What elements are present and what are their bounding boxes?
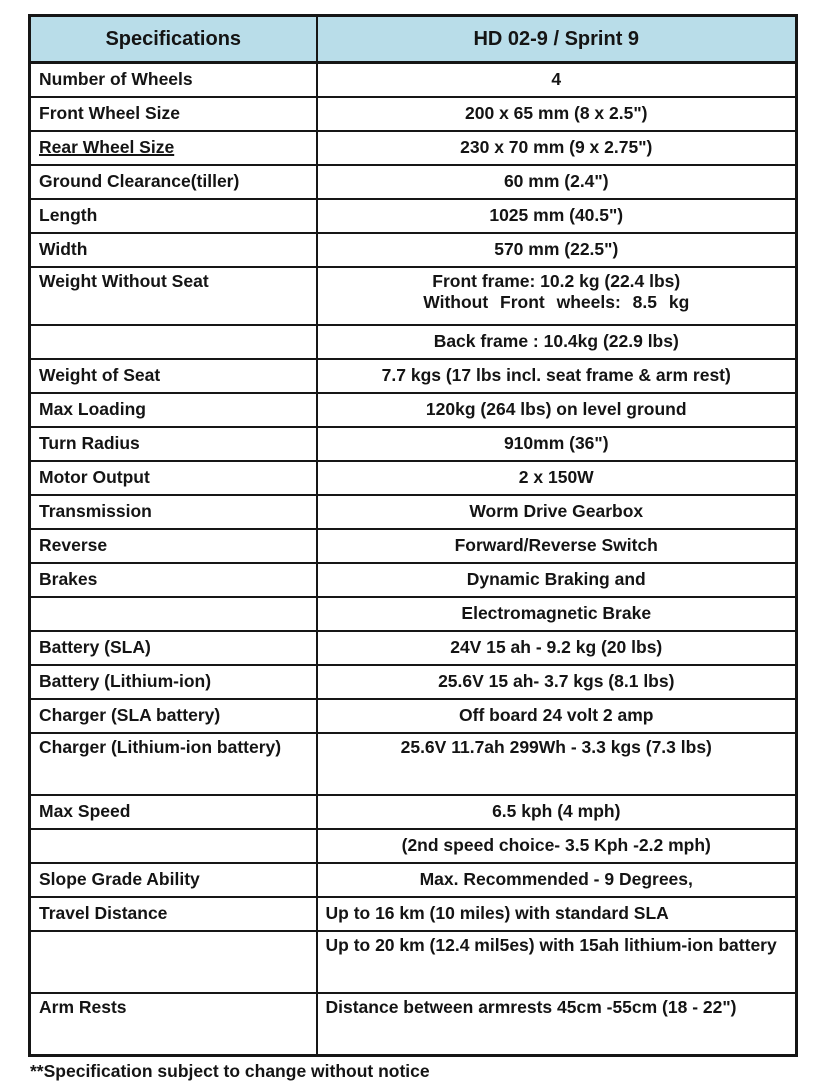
spec-value-line: 7.7 kgs (17 lbs incl. seat frame & arm rest) (381, 365, 731, 386)
spec-row (30, 63, 797, 98)
spec-value (317, 931, 797, 993)
spec-label (30, 267, 317, 325)
spec-label-text: Charger (SLA battery) (39, 705, 221, 726)
spec-value-line: Electromagnetic Brake (461, 603, 652, 624)
spec-row (30, 165, 797, 199)
spec-row (30, 829, 797, 863)
spec-label-text: Front Wheel Size (39, 103, 180, 124)
spec-label-text: Max Speed (39, 801, 131, 822)
spec-value (317, 863, 797, 897)
spec-row (30, 897, 797, 931)
spec-value-line: 120kg (264 lbs) on level ground (425, 399, 687, 420)
spec-value-line: Without Front wheels: 8.5 kg (423, 292, 690, 313)
spec-label (30, 199, 317, 233)
spec-label (30, 631, 317, 665)
spec-value (317, 495, 797, 529)
spec-label-text: Length (39, 205, 98, 226)
spec-row (30, 461, 797, 495)
spec-row (30, 597, 797, 631)
spec-label (30, 829, 317, 863)
spec-row (30, 733, 797, 795)
spec-value (317, 665, 797, 699)
spec-label (30, 597, 317, 631)
spec-label-text: Number of Wheels (39, 69, 193, 90)
spec-value (317, 795, 797, 829)
spec-row (30, 199, 797, 233)
spec-label-text: Weight Without Seat (39, 271, 209, 291)
spec-value-line: Distance between armrests 45cm -55cm (18 - 22") (325, 997, 737, 1017)
spec-value-line: Up to 20 km (12.4 mil5es) with 15ah lithium-ion battery (325, 935, 777, 955)
spec-label (30, 97, 317, 131)
spec-value-line: 24V 15 ah - 9.2 kg (20 lbs) (450, 637, 663, 658)
spec-label (30, 495, 317, 529)
spec-label-text: Travel Distance (39, 903, 168, 924)
spec-row (30, 863, 797, 897)
spec-value-line: 1025 mm (40.5") (489, 205, 624, 226)
spec-label (30, 529, 317, 563)
table-header-row (30, 16, 797, 63)
spec-row (30, 563, 797, 597)
spec-value (317, 131, 797, 165)
specifications-table (28, 14, 798, 1057)
spec-row (30, 495, 797, 529)
spec-value-line: Dynamic Braking and (466, 569, 646, 590)
spec-value (317, 631, 797, 665)
spec-label (30, 699, 317, 733)
spec-table-body (30, 63, 797, 1056)
spec-value-line: 230 x 70 mm (9 x 2.75") (460, 137, 653, 158)
spec-label (30, 427, 317, 461)
spec-value (317, 897, 797, 931)
spec-row (30, 699, 797, 733)
spec-label-text: Weight of Seat (39, 365, 161, 386)
header-model: HD 02-9 / Sprint 9 (317, 16, 797, 63)
spec-row (30, 993, 797, 1055)
spec-label (30, 233, 317, 267)
spec-value-line: (2nd speed choice- 3.5 Kph -2.2 mph) (401, 835, 711, 856)
spec-label (30, 359, 317, 393)
spec-value (317, 563, 797, 597)
spec-value-line: Forward/Reverse Switch (454, 535, 658, 556)
spec-value (317, 97, 797, 131)
spec-label-text: Reverse (39, 535, 108, 556)
spec-label-text: Slope Grade Ability (39, 869, 200, 890)
spec-label-text: Battery (Lithium-ion) (39, 671, 212, 692)
spec-value-line: 4 (551, 69, 562, 90)
spec-label (30, 131, 317, 165)
spec-value-line: 60 mm (2.4") (503, 171, 609, 192)
spec-value (317, 529, 797, 563)
spec-value-line: Off board 24 volt 2 amp (459, 705, 654, 726)
spec-row (30, 427, 797, 461)
spec-value (317, 597, 797, 631)
spec-label (30, 733, 317, 795)
spec-value-line: 910mm (36") (503, 433, 609, 454)
spec-value (317, 427, 797, 461)
spec-label-text: Arm Rests (39, 997, 127, 1017)
spec-label (30, 665, 317, 699)
spec-value (317, 829, 797, 863)
spec-value-line: 6.5 kph (4 mph) (492, 801, 621, 822)
spec-value (317, 267, 797, 325)
spec-value (317, 199, 797, 233)
spec-value (317, 461, 797, 495)
spec-row (30, 529, 797, 563)
spec-label-text: Turn Radius (39, 433, 140, 454)
header-specifications: Specifications (30, 16, 317, 63)
spec-label-text: Charger (Lithium-ion battery) (39, 737, 282, 757)
spec-label (30, 931, 317, 993)
spec-label-text: Transmission (39, 501, 152, 522)
spec-row (30, 97, 797, 131)
spec-value (317, 733, 797, 795)
spec-value-line: 200 x 65 mm (8 x 2.5") (465, 103, 648, 124)
spec-value-line: Front frame: 10.2 kg (22.4 lbs) (432, 271, 681, 291)
spec-value-line: Max. Recommended - 9 Degrees, (419, 869, 693, 890)
spec-row (30, 131, 797, 165)
spec-row (30, 267, 797, 325)
spec-label (30, 993, 317, 1055)
spec-label (30, 863, 317, 897)
spec-label-text: Ground Clearance(tiller) (39, 171, 240, 192)
spec-value (317, 325, 797, 359)
spec-label (30, 393, 317, 427)
spec-row (30, 393, 797, 427)
spec-value (317, 699, 797, 733)
spec-label-text: Max Loading (39, 399, 146, 420)
spec-value-line: 570 mm (22.5") (494, 239, 619, 260)
spec-value-line: Up to 16 km (10 miles) with standard SLA (325, 903, 669, 924)
spec-label (30, 63, 317, 98)
spec-value (317, 233, 797, 267)
spec-row (30, 233, 797, 267)
spec-label-text: Battery (SLA) (39, 637, 151, 658)
spec-value-line: Back frame : 10.4kg (22.9 lbs) (433, 331, 679, 352)
spec-value-line: 2 x 150W (518, 467, 594, 488)
spec-label (30, 563, 317, 597)
spec-label-text: Motor Output (39, 467, 150, 488)
spec-label (30, 795, 317, 829)
spec-row (30, 665, 797, 699)
spec-label (30, 461, 317, 495)
spec-row (30, 795, 797, 829)
spec-label (30, 165, 317, 199)
spec-row (30, 359, 797, 393)
spec-label (30, 897, 317, 931)
spec-label-text: Brakes (39, 569, 98, 590)
spec-value (317, 359, 797, 393)
spec-value-line: Worm Drive Gearbox (469, 501, 644, 522)
spec-value (317, 63, 797, 98)
spec-value-line: 25.6V 11.7ah 299Wh - 3.3 kgs (7.3 lbs) (400, 737, 712, 757)
spec-label (30, 325, 317, 359)
spec-value (317, 993, 797, 1055)
footnote: **Specification subject to change without notice (30, 1060, 430, 1081)
spec-label-text: Width (39, 239, 88, 260)
spec-row (30, 631, 797, 665)
spec-label-text: Rear Wheel Size (39, 137, 175, 158)
spec-row (30, 931, 797, 993)
spec-value-line: 25.6V 15 ah- 3.7 kgs (8.1 lbs) (438, 671, 675, 692)
spec-value (317, 165, 797, 199)
spec-value (317, 393, 797, 427)
spec-row (30, 325, 797, 359)
